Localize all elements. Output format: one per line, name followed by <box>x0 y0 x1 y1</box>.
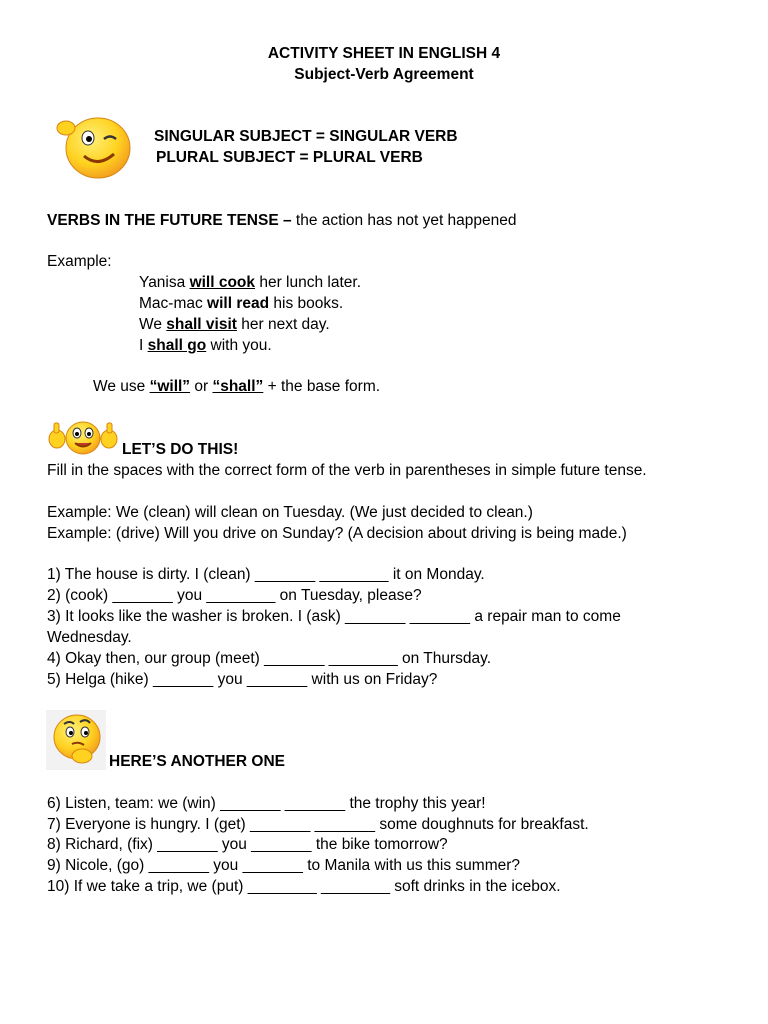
page-title: ACTIVITY SHEET IN ENGLISH 4 <box>267 45 501 62</box>
example-text: Mac-mac <box>139 295 208 312</box>
thumbs-up-face-icon <box>47 417 119 457</box>
usage-text: We use <box>93 378 150 395</box>
example-verb: shall go <box>147 337 207 354</box>
rule-plural: PLURAL SUBJECT = PLURAL VERB <box>156 149 423 166</box>
exercise-item: 3) It looks like the washer is broken. I (ask) _______ _______ a repair man to come <box>47 608 621 625</box>
usage-text: or <box>190 378 213 395</box>
rule-singular: SINGULAR SUBJECT = SINGULAR VERB <box>154 128 458 145</box>
exercise-item: 9) Nicole, (go) _______ you _______ to Manila with us this summer? <box>47 857 521 874</box>
example-text: with you. <box>206 337 272 354</box>
exercise-item: 8) Richard, (fix) _______ you _______ the bike tomorrow? <box>47 836 448 853</box>
example-text: Yanisa <box>139 274 190 291</box>
winking-face-icon <box>52 112 140 180</box>
section1-example: Example: (drive) Will you drive on Sunday? (A decision about driving is being made.) <box>47 525 627 542</box>
exercise-item: 1) The house is dirty. I (clean) _______ ________ it on Monday. <box>47 566 485 583</box>
example-verb: will read <box>207 295 270 312</box>
exercise-item: 6) Listen, team: we (win) _______ _______ the trophy this year! <box>47 795 486 812</box>
section2-heading: HERE’S ANOTHER ONE <box>109 753 285 770</box>
exercise-item: 10) If we take a trip, we (put) ________ ________ soft drinks in the icebox. <box>47 878 561 895</box>
future-tense-definition <box>47 211 517 231</box>
section1-example: Example: We (clean) will clean on Tuesday. (We just decided to clean.) <box>47 504 533 521</box>
usage-shall: “shall” <box>212 378 264 395</box>
future-tense-heading: VERBS IN THE FUTURE TENSE – <box>47 212 292 229</box>
section1-instruction: Fill in the spaces with the correct form of the verb in parentheses in simple future tense. <box>47 462 647 479</box>
exercise-item: 7) Everyone is hungry. I (get) _______ _______ some doughnuts for breakfast. <box>47 816 589 833</box>
exercise-item: 5) Helga (hike) _______ you _______ with us on Friday? <box>47 671 438 688</box>
example-verb: shall visit <box>166 316 237 333</box>
thinking-face-icon <box>46 710 106 770</box>
exercise-item: 4) Okay then, our group (meet) _______ ________ on Thursday. <box>47 650 492 667</box>
usage-text: + the base form. <box>263 378 381 395</box>
exercise-item: 2) (cook) _______ you ________ on Tuesday, please? <box>47 587 422 604</box>
example-text: his books. <box>269 295 344 312</box>
usage-will: “will” <box>149 378 191 395</box>
example-sentence <box>139 273 361 293</box>
example-verb: will cook <box>189 274 256 291</box>
example-sentence <box>139 336 272 356</box>
exercise-item-continued: Wednesday. <box>47 629 132 646</box>
example-text: We <box>139 316 167 333</box>
section1-heading: LET’S DO THIS! <box>122 441 239 458</box>
example-text: her next day. <box>236 316 330 333</box>
example-text: I <box>139 337 148 354</box>
usage-note <box>93 377 380 397</box>
example-text: her lunch later. <box>255 274 362 291</box>
example-sentence <box>139 315 330 335</box>
example-sentence <box>139 294 343 314</box>
page-subtitle: Subject-Verb Agreement <box>294 66 474 83</box>
example-label: Example: <box>47 253 112 270</box>
future-tense-text: the action has not yet happened <box>291 212 517 229</box>
